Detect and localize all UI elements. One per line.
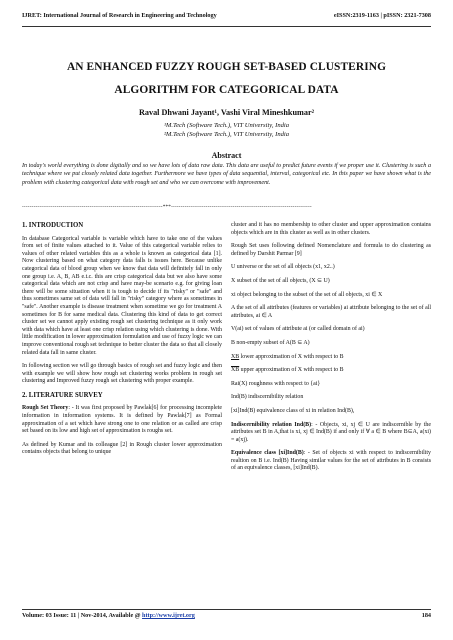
intro-paragraph-1: In database Categorical variable is variable which have to take one of the values from set of finite values attached to it. Value of this categorical variable relies to values of other related variables this as a whole is known as categorical data [1]. Now clustering based on what category data falls is issues here. Because unlike categorical data of blood group when we know that data will definitely fall in only one group i.e. A, B, AB e.t.c. this are crisp categorical data but we also have some categorical data which are not crisp and have may-be scenario e.g. for giving loan there will be some situation when it is tough to decide if its "risky" or "safe" and thus sometimes same set of data will fall in "risky" category where as sometimes in "safe". Another example is disease treatment when sometime we go for treatment A sometimes for B for same medical data. Clustering this kind of data to get correct cluster set we cannot apply existing rough set clustering technique as it only work with data which have at least one crisp relation using which clustering is done. With little modification in lower approximation formulation and use of fuzzy logic we can improve conventional rough set technique to better cluster the data so that all closely related data fall in same cluster. [22, 235, 222, 356]
indiscernibility-term: Indiscernibility relation Ind(B) [231, 421, 312, 428]
affiliation-1: ¹M.Tech (Software Tech.), VIT University, India [163, 122, 290, 129]
section-separator: -------------------------------------------------------------------------***------------------------------------------------------------------------- [22, 204, 312, 210]
nomenclature-u: U universe or the set of all objects (x1, x2..) [231, 264, 335, 271]
abstract-heading: Abstract [211, 151, 242, 160]
intro-paragraph-2: In following section we will go through basics of rough set and fuzzy logic and then with example we will show how rough set clustering works problem in rough set clustering and Improved fuzzy rough set clustering with proper example. [22, 363, 222, 385]
affiliations [20, 121, 433, 139]
equivalence-text: : - Set of objects xi with respect to indiscernibility realtion on B i.e. Ind(B) Having similar values for the set of attributes in B consists of an equivalence classes, [xi]Ind(B). [231, 450, 431, 472]
nomenclature-a: A the set of all attributes (features or variables) ai attribute belonging to the set of all attributes, ai ∈ A [231, 305, 431, 319]
nomenclature-roughness: Rai(X) roughness with respect to {ai} [231, 380, 321, 387]
title-line-1: AN ENHANCED FUZZY ROUGH SET-BASED CLUSTERING [66, 61, 387, 73]
nomenclature-ind: Ind(B) indiscernibility relation [231, 394, 304, 401]
lower-approx-symbol: XB [231, 353, 240, 360]
page-number: 184 [421, 612, 431, 619]
abstract-text: In today's world everything is done digitally and so we have lots of data raw data. This data are useful to predict future events if we proper use it. Clustering is such a technique where we put closely related data together. Furthermore we have types of data sequential, interval, categorical etc. In this paper we have shown what is the problem with clustering categorical data with rough set and who we can overcome with improvement. [22, 163, 431, 186]
issn: eISSN:2319-1163 | pISSN: 2321-7308 [333, 12, 431, 19]
nomenclature-x: X subset of the set of all objects, (X ⊆ U) [231, 277, 330, 284]
volume-text: Volume: 03 Issue: 11 | Nov-2014, Available @ [22, 612, 143, 619]
nomenclature-v: V(ai) set of values of attribute ai (or called domain of ai) [231, 326, 365, 333]
title-line-2: ALGORITHM FOR CATEGORICAL DATA [114, 84, 339, 96]
right-column [231, 222, 431, 479]
upper-approx-symbol: $\overline{XB}$ [231, 367, 240, 374]
indiscernibility-paragraph [231, 422, 431, 445]
literature-paragraph-2: As defined by Kumar and its colleague [2] in Rough cluster lower approximation contains objects that belong to unique [22, 441, 222, 456]
indiscernibility-text: : - Objects, xi, xj ∈ U are indiscernible by the attributes set B in A,that is xi, xj ∈ Ind(B) if and only if ∀ a ∈ B where B⊆A, a(xi) = a(xj). [231, 421, 431, 443]
nomenclature-xi: xi object belonging to the subset of the set of all objects, xi ∈ X [231, 291, 383, 298]
lower-approx-text: lower approximation of X with respect to B [239, 353, 344, 360]
nomenclature-lower [231, 354, 431, 362]
authors: Raval Dhwani Jayant¹, Vashi Viral Mineshkumar² [138, 108, 315, 117]
affiliation-2: ²M.Tech (Software Tech.), VIT University, India [163, 131, 290, 138]
literature-paragraph-1 [22, 405, 222, 435]
equivalence-paragraph [231, 450, 431, 473]
nomenclature-upper [231, 367, 431, 375]
left-column [22, 222, 222, 463]
paper-title [20, 56, 433, 102]
footer-volume [22, 612, 195, 619]
rough-set-term: Rough Set Theory [22, 405, 69, 412]
running-header [22, 12, 431, 30]
equivalence-term: Equivalence class [xi]Ind(B) [231, 450, 304, 457]
right-paragraph-1: cluster and it has no membership to other cluster and upper approximation contains objects which are in this cluster as well as in other clusters. [231, 222, 431, 236]
nomenclature-b: B non-empty subset of A(B ⊆ A) [231, 339, 310, 346]
footer-rule [22, 609, 431, 610]
literature-heading: 2. LITERATURE SURVEY [22, 391, 103, 399]
running-footer [22, 612, 431, 619]
rough-set-definition: : - It was first proposed by Pawlak[6] for processing incomplete information in information systems. It is defined by Pawlak[7] as Formal approximation of a set which have strong one to one relation or as called are crisp set based on its low and high set of approximation is roughs set. [22, 405, 222, 435]
nomenclature-intro: Rough Set uses following defined Nomenclature and formula to do clustering as defined by Darshit Parmar [9] [231, 243, 431, 257]
upper-approx-text: upper approximation of X with respect to B [239, 367, 344, 374]
nomenclature-eq: [xi]Ind(B) equivalence class of xi in relation Ind(B), [231, 407, 355, 414]
intro-heading: 1. INTRODUCTION [22, 222, 84, 229]
journal-link[interactable]: http://www.ijret.org [142, 612, 195, 619]
journal-name: IJRET: International Journal of Research in Engineering and Technology [22, 12, 217, 19]
header-rule [22, 26, 431, 27]
